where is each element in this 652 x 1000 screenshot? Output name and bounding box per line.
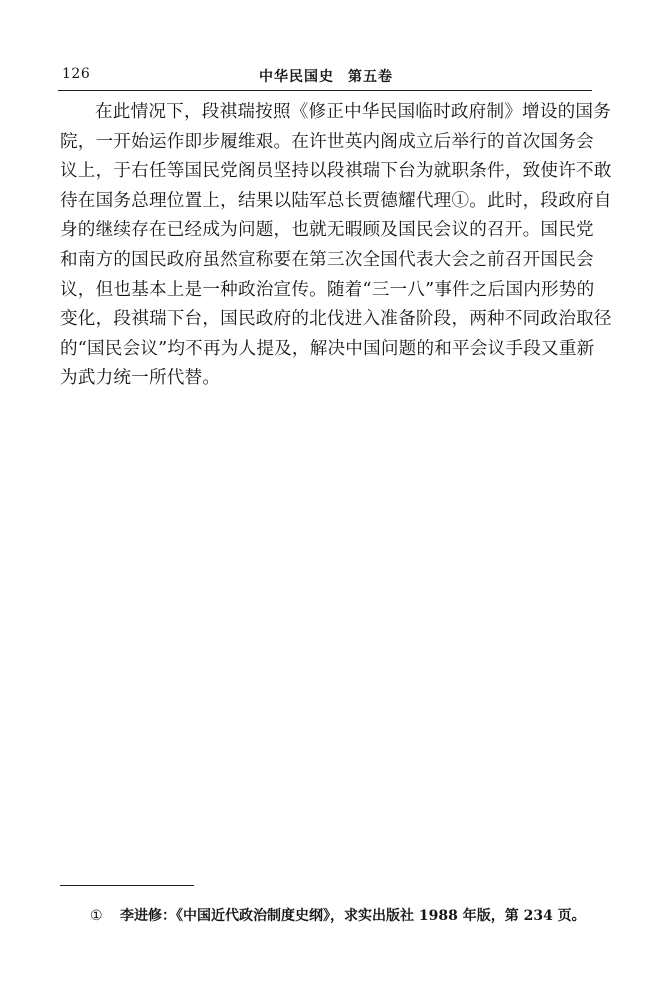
body-line: 院，一开始运作即步履维艰。在许世英内阁成立后举行的首次国务会	[60, 131, 594, 152]
body-text	[60, 98, 612, 394]
body-line: 为武力统一所代替。	[60, 368, 221, 389]
body-line: 议，但也基本上是一种政治宣传。随着“三一八”事件之后国内形势的	[60, 279, 595, 300]
footnote	[90, 905, 586, 925]
footnote-text: 李进修：《中国近代政治制度史纲》，求实出版社 1988 年版，第 234 页。	[120, 908, 586, 924]
body-line: 变化，段祺瑞下台，国民政府的北伐进入准备阶段，两种不同政治取径	[60, 309, 612, 330]
volume-label: 第五卷	[348, 69, 393, 85]
body-line: 的“国民会议”均不再为人提及，解决中国问题的和平会议手段又重新	[60, 338, 595, 359]
header-rule	[58, 90, 592, 91]
footnote-marker: ①	[90, 908, 103, 924]
footnote-rule	[60, 885, 194, 886]
page-number: 126	[62, 66, 91, 82]
body-line: 待在国务总理位置上，结果以陆军总长贾德耀代理①。此时，段政府自	[60, 190, 612, 211]
book-title: 中华民国史	[259, 69, 334, 85]
body-line: 身的继续存在已经成为问题，也就无暇顾及国民会议的召开。国民党	[60, 220, 594, 241]
running-head	[0, 66, 652, 86]
body-line: 在此情况下，段祺瑞按照《修正中华民国临时政府制》增设的国务	[95, 102, 612, 122]
body-line: 和南方的国民政府虽然宣称要在第三次全国代表大会之前召开国民会	[60, 249, 594, 270]
body-line: 议上，于右任等国民党阁员坚持以段祺瑞下台为就职条件，致使许不敢	[60, 161, 612, 182]
